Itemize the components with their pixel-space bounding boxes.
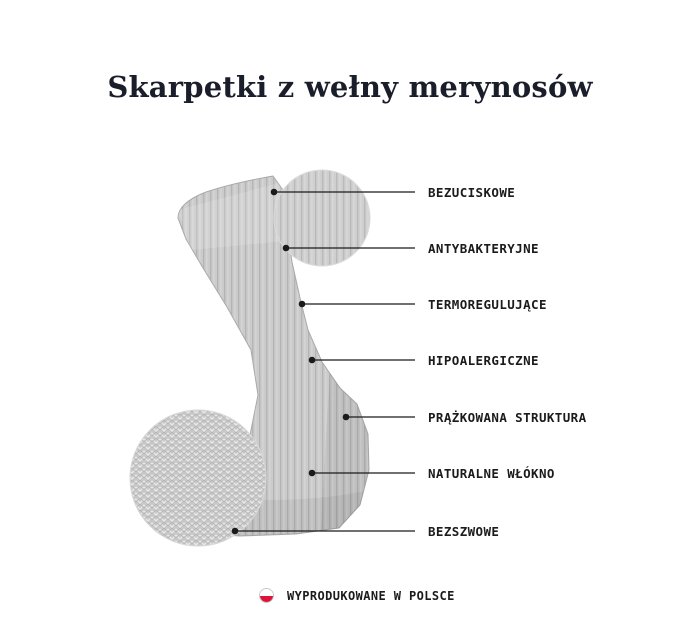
feature-label-hipoalergiczne: HIPOALERGICZNE (428, 353, 539, 368)
feature-label-bezuciskowe: BEZUCISKOWE (428, 185, 516, 200)
leader-dot-5 (343, 414, 350, 421)
feature-label-termoregulujace: TERMOREGULUJĄCE (428, 297, 547, 312)
page-title: Skarpetki z wełny merynosów (107, 70, 593, 104)
leader-dot-4 (309, 357, 316, 364)
leader-dot-3 (299, 301, 306, 308)
leader-dot-1 (271, 189, 278, 196)
feature-label-prazkowana-struktura: PRĄŻKOWANA STRUKTURA (428, 410, 587, 425)
leader-dot-6 (309, 470, 316, 477)
made-in-poland-badge (259, 588, 455, 603)
feature-label-naturalne-wlokno: NATURALNE WŁÓKNO (428, 466, 555, 481)
leader-dot-7 (232, 528, 239, 535)
poland-flag-icon (259, 588, 274, 603)
feature-label-antybakteryjne: ANTYBAKTERYJNE (428, 241, 539, 256)
leader-dot-2 (283, 245, 290, 252)
footer-text: WYPRODUKOWANE W POLSCE (287, 588, 455, 603)
feature-label-bezszwowe: BEZSZWOWE (428, 524, 500, 539)
